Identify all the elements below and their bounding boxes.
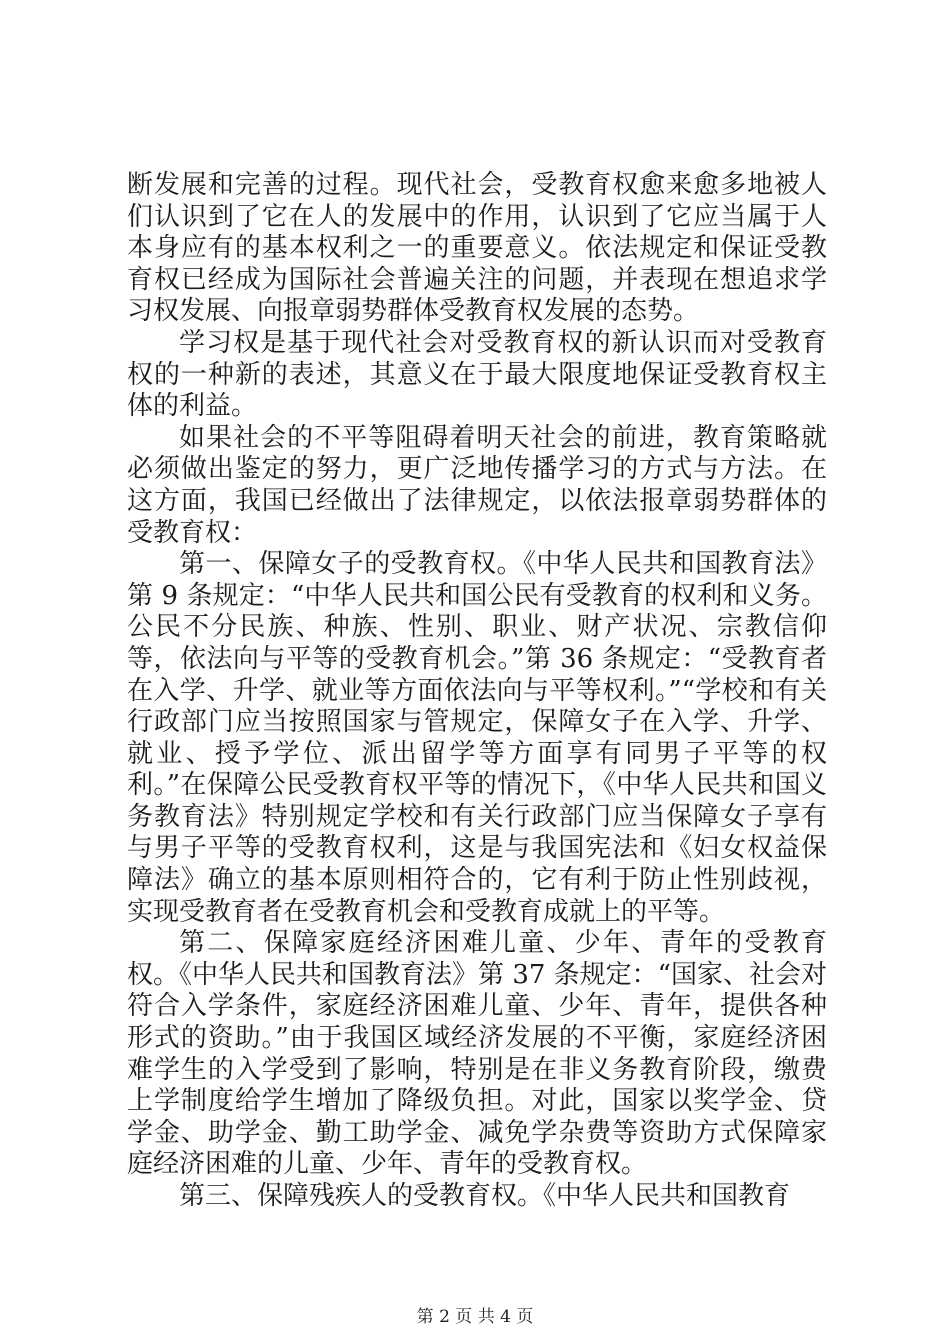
document-body: [127, 170, 827, 1213]
paragraph-1: 断发展和完善的过程。现代社会，受教育权愈来愈多地被人们认识到了它在人的发展中的作用，认识到了它应当属于人本身应有的基本权利之一的重要意义。依法规定和保证受教育权已经成为国际社会普遍关注的问题，并表现在想追求学习权发展、向报章弱势群体受教育权发展的态势。: [127, 170, 827, 327]
paragraph-6: 第三、保障残疾人的受教育权。《中华人民共和国教育: [179, 1181, 791, 1211]
paragraph-3: 如果社会的不平等阻碍着明天社会的前进，教育策略就必须做出鉴定的努力，更广泛地传播学习的方式与方法。在这方面，我国已经做出了法律规定，以依法报章弱势群体的受教育权：: [127, 422, 827, 548]
page-number-footer: 第 2 页 共 4 页: [416, 1307, 534, 1327]
paragraph-5: 第二、保障家庭经济困难儿童、少年、青年的受教育权。《中华人民共和国教育法》第 37 条规定：“国家、社会对符合入学条件，家庭经济困难儿童、少年、青年，提供各种形式的资助。”由于我国区域经济发展的不平衡，家庭经济困难学生的入学受到了影响，特别是在非义务教育阶段，缴费上学制度给学生增加了降级负担。对此，国家以奖学金、贷学金、助学金、勤工助学金、减免学杂费等资助方式保障家庭经济困难的儿童、少年、青年的受教育权。: [127, 928, 827, 1180]
paragraph-4: 第一、保障女子的受教育权。《中华人民共和国教育法》第 9 条规定：“中华人民共和国公民有受教育的权利和义务。公民不分民族、种族、性别、职业、财产状况、宗教信仰等，依法向与平等的受教育机会。”第 36 条规定：“受教育者在入学、升学、就业等方面依法向与平等权利。”“学校和有关行政部门应当按照国家与管规定，保障女子在入学、升学、就业、授予学位、派出留学等方面享有同男子平等的权利。”在保障公民受教育权平等的情况下，《中华人民共和国义务教育法》特别规定学校和有关行政部门应当保障女子享有与男子平等的受教育权利，这是与我国宪法和《妇女权益保障法》确立的基本原则相符合的，它有利于防止性别歧视，实现受教育者在受教育机会和受教育成就上的平等。: [127, 549, 827, 927]
paragraph-2: 学习权是基于现代社会对受教育权的新认识而对受教育权的一种新的表述，其意义在于最大限度地保证受教育权主体的利益。: [127, 327, 827, 422]
